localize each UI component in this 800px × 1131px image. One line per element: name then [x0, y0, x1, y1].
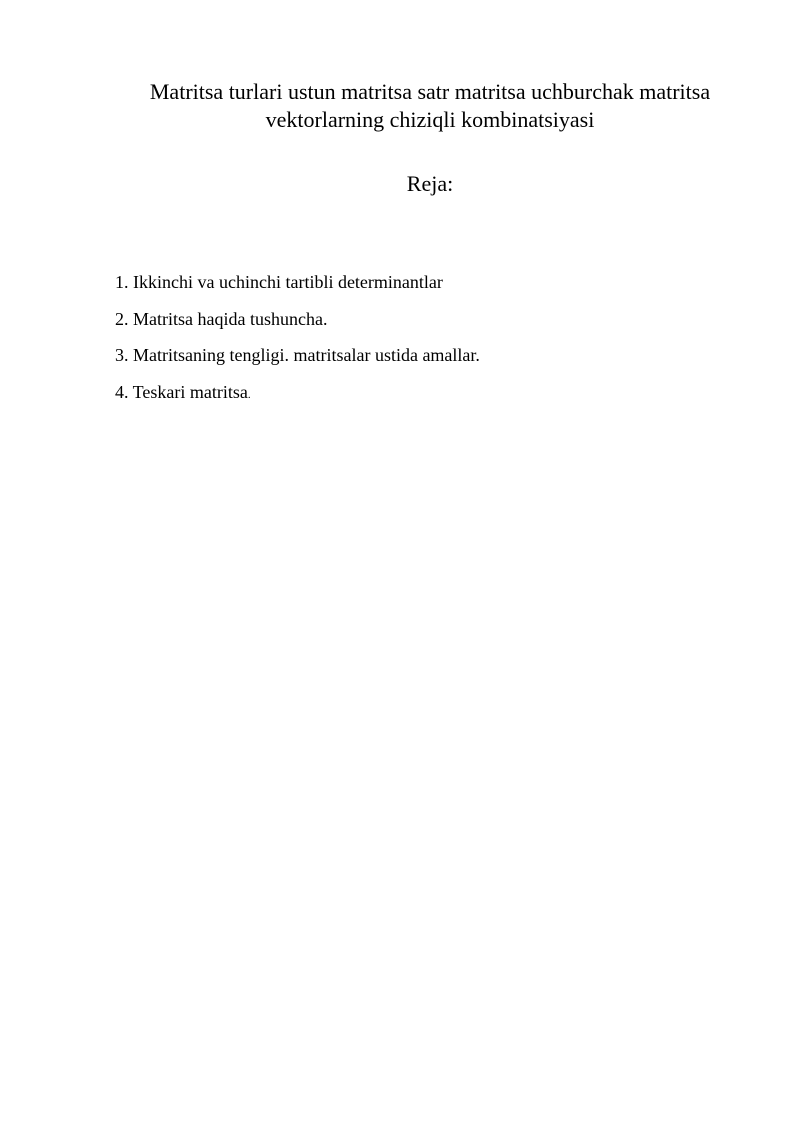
- plan-item-3: [115, 343, 480, 367]
- title-line-2: vektorlarning chiziqli kombinatsiyasi: [265, 107, 595, 132]
- plan-item-text: 1. Ikkinchi va uchinchi tartibli determinantlar: [115, 272, 443, 292]
- plan-item-suffix: .: [247, 388, 251, 401]
- page-title: [110, 78, 750, 134]
- plan-item-1: [115, 270, 480, 294]
- plan-item-2: [115, 307, 480, 331]
- plan-item-4: [115, 380, 480, 407]
- plan-item-text: 4. Teskari matritsa: [115, 381, 248, 402]
- title-line-1: Matritsa turlari ustun matritsa satr matritsa uchburchak matritsa: [149, 79, 711, 104]
- plan-heading: Reja:: [406, 171, 454, 196]
- plan-list: [115, 270, 480, 419]
- plan-item-text: 2. Matritsa haqida tushuncha.: [115, 308, 328, 329]
- plan-item-text: 3. Matritsaning tengligi. matritsalar ustida amallar.: [115, 345, 480, 365]
